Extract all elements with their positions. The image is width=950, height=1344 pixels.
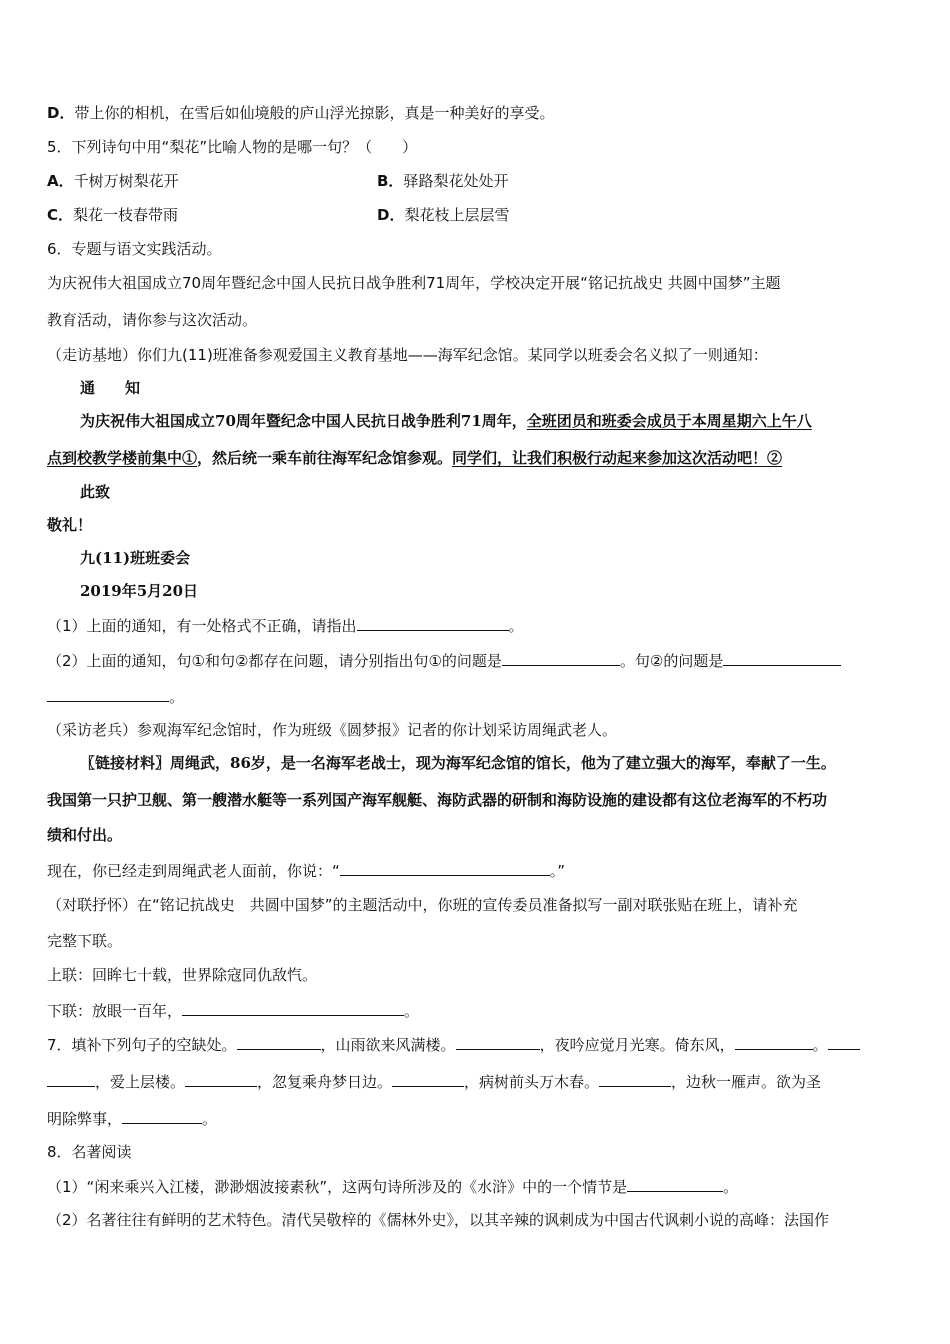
sub-question-2-cont [47, 686, 184, 707]
sub-question-2-end: 。 [169, 688, 185, 706]
couplet-intro-line-2: 完整下联。 [47, 932, 123, 950]
couplet-upper: 上联：回眸七十载，世界除寇同仇敌忾。 [47, 966, 318, 984]
notice-title: 通 知 [80, 379, 141, 397]
notice-line-1 [80, 411, 812, 431]
question-7-line-1 [47, 1034, 860, 1055]
sub-question-2 [47, 650, 841, 671]
answer-blank[interactable] [47, 1071, 95, 1087]
q7-text: 7．填补下列句子的空缺处。 [47, 1036, 237, 1054]
q7-text: ，忽复乘舟梦日边。 [257, 1073, 393, 1091]
visit-intro: （走访基地）你们九(11)班准备参观爱国主义教育基地——海军纪念馆。某同学以班委会名义拟了一则通知： [47, 346, 768, 364]
q7-text: ，病树前头万木春。 [464, 1073, 600, 1091]
sub-question-2-text-b: 。句②的问题是 [619, 652, 724, 670]
sub-question-1 [47, 615, 524, 636]
question-6-title: 6．专题与语文实践活动。 [47, 240, 222, 258]
answer-blank[interactable] [47, 686, 169, 702]
option-d-prev [47, 103, 554, 123]
option-b-label: B． [377, 172, 404, 190]
q8-sub-1 [47, 1176, 738, 1197]
q7-text: 明除弊事， [47, 1110, 123, 1128]
now-you-say-text: 现在，你已经走到周绳武老人面前，你说：“ [47, 862, 340, 880]
q7-text: 。 [202, 1110, 218, 1128]
option-a-text: 千树万树梨花开 [73, 172, 179, 190]
answer-blank[interactable] [502, 650, 620, 666]
answer-blank[interactable] [237, 1034, 321, 1050]
answer-blank[interactable] [185, 1071, 257, 1087]
q6-intro-line-1: 为庆祝伟大祖国成立70周年暨纪念中国人民抗日战争胜利71周年，学校决定开展“铭记抗战史 共圆中国梦”主题 [47, 274, 781, 292]
now-you-say [47, 860, 565, 881]
option-c-label: C． [47, 206, 74, 224]
sub-question-2-text: （2）上面的通知，句①和句②都存在问题，请分别指出句①的问题是 [47, 652, 502, 670]
option-b-text: 驿路梨花处处开 [403, 172, 509, 190]
sub-question-1-end: 。 [508, 617, 524, 635]
question-7-line-3 [47, 1108, 217, 1129]
q8-sub-1-end: 。 [723, 1178, 739, 1196]
answer-blank[interactable] [456, 1034, 540, 1050]
q5-options-row-1 [47, 171, 907, 191]
q7-text: ，山雨欲来风满楼。 [320, 1036, 456, 1054]
q8-sub-2: （2）名著往往有鲜明的艺术特色。清代吴敬梓的《儒林外史》，以其辛辣的讽刺成为中国古代讽刺小说的高峰：法国作 [47, 1211, 830, 1229]
notice-line-2 [47, 448, 782, 468]
answer-blank[interactable] [182, 1000, 404, 1016]
question-7-line-2 [47, 1071, 821, 1092]
answer-blank[interactable] [723, 650, 841, 666]
notice-line-1-text: 为庆祝伟大祖国成立70周年暨纪念中国人民抗日战争胜利71周年， [80, 412, 527, 430]
answer-blank[interactable] [357, 615, 509, 631]
option-d-label: D． [377, 206, 405, 224]
answer-blank[interactable] [392, 1071, 464, 1087]
notice-sentence-1-start: 全班团员和班委会成员于本周星期六上午八 [526, 412, 812, 430]
q5-options-row-2 [47, 205, 907, 225]
answer-blank[interactable] [828, 1034, 860, 1050]
material-line-2: 我国第一只护卫舰、第一艘潜水艇等一系列国产海军舰艇、海防武器的研制和海防设施的建设都有这位老海军的不朽功 [47, 791, 828, 809]
couplet-lower-end: 。 [404, 1002, 420, 1020]
option-text: 带上你的相机，在雪后如仙境般的庐山浮光掠影，真是一种美好的享受。 [74, 104, 555, 122]
notice-cizhi: 此致 [80, 483, 111, 501]
q7-text: ，边秋一雁声。欲为圣 [671, 1073, 822, 1091]
material-line-1: 〖链接材料〗周绳武，86岁，是一名海军老战士，现为海军纪念馆的馆长，他为了建立强大的海军，奉献了一生。 [80, 754, 836, 772]
q8-sub-1-text: （1）“闲来乘兴入江楼，渺渺烟波接素秋”，这两句诗所涉及的《水浒》中的一个情节是 [47, 1178, 628, 1196]
couplet-lower-text: 下联：放眼一百年， [47, 1002, 183, 1020]
answer-blank[interactable] [122, 1108, 202, 1124]
q6-intro-line-2: 教育活动，请你参与这次活动。 [47, 311, 258, 329]
q7-text: ，夜吟应觉月光寒。倚东风， [539, 1036, 735, 1054]
answer-blank[interactable] [340, 860, 550, 876]
notice-signature: 九(11)班班委会 [80, 549, 191, 567]
answer-blank[interactable] [599, 1071, 671, 1087]
notice-sentence-1-end: 点到校教学楼前集中① [47, 449, 198, 467]
interview-intro: （采访老兵）参观海军纪念馆时，作为班级《圆梦报》记者的你计划采访周绳武老人。 [47, 721, 618, 739]
material-line-3: 绩和付出。 [47, 826, 123, 844]
couplet-intro-line-1: （对联抒怀）在“铭记抗战史 共圆中国梦”的主题活动中，你班的宣传委员准备拟写一副对联张贴在班上，请补充 [47, 896, 798, 914]
answer-blank[interactable] [735, 1034, 813, 1050]
sub-question-1-text: （1）上面的通知，有一处格式不正确，请指出 [47, 617, 357, 635]
question-5: 5．下列诗句中用“梨花”比喻人物的是哪一句？（ ） [47, 138, 418, 156]
option-label: D． [47, 104, 75, 122]
question-8-title: 8．名著阅读 [47, 1143, 132, 1161]
option-a-label: A． [47, 172, 74, 190]
notice-date: 2019年5月20日 [80, 582, 199, 600]
notice-line-2-text: ，然后统一乘车前往海军纪念馆参观。 [197, 449, 453, 467]
option-c-text: 梨花一枝春带雨 [73, 206, 179, 224]
couplet-lower [47, 1000, 419, 1021]
notice-jingli: 敬礼！ [47, 516, 93, 534]
now-you-say-end: 。” [549, 862, 566, 880]
q7-text: ，爱上层楼。 [95, 1073, 186, 1091]
notice-sentence-2: 同学们，让我们积极行动起来参加这次活动吧！② [452, 449, 783, 467]
q7-text: 。 [812, 1036, 828, 1054]
option-d-text: 梨花枝上层层雪 [404, 206, 510, 224]
answer-blank[interactable] [627, 1176, 723, 1192]
